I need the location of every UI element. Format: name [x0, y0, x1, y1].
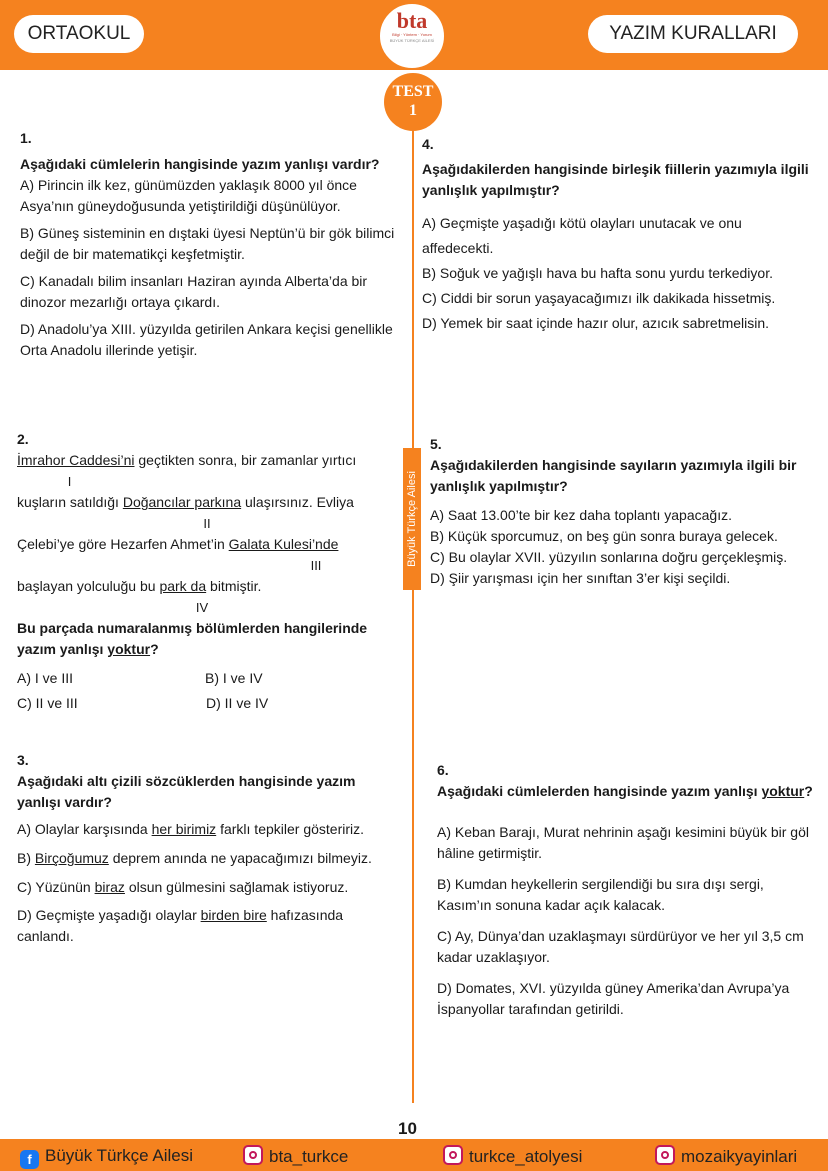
question-1 — [20, 128, 410, 361]
option-text: farklı tepkiler gösteririz. — [216, 821, 365, 837]
facebook-label: Büyük Türkçe Ailesi — [45, 1146, 194, 1165]
option-text: C) Yüzünün — [17, 879, 95, 895]
passage-line-4 — [17, 576, 392, 597]
passage-text: başlayan yolculuğu bu — [17, 578, 160, 594]
option-text: D) Geçmişte yaşadığı olaylar — [17, 907, 201, 923]
underlined-word: Birçoğumuz — [34, 850, 109, 866]
option-b: B) Güneş sisteminin en dıştaki üyesi Neptün’ü bir gök bilimci değil de bir matematikçi keşfetmiştir. — [20, 225, 395, 262]
option-d: D) Şiir yarışması için her sınıftan 3’er kişi seçildi. — [430, 570, 731, 586]
passage-text: bitmiştir. — [206, 578, 262, 594]
option-d: D) II ve IV — [206, 695, 269, 711]
stem-text: Bu parçada numaralanmış bölümlerden hangilerinde yazım yanlışı — [17, 620, 368, 657]
underlined-word: her birimiz — [151, 821, 217, 837]
passage-text: ulaşırsınız. Evliya — [241, 494, 354, 510]
passage-text: Çelebi’ye göre Hezarfen Ahmet’in — [17, 536, 229, 552]
option-a — [17, 819, 397, 840]
option-b: B) I ve IV — [205, 670, 263, 686]
question-number: 1. — [20, 130, 32, 146]
question-stem: Aşağıdaki altı çizili sözcüklerden hangisinde yazım yanlışı vardır? — [17, 773, 356, 810]
question-stem — [17, 618, 392, 660]
roman-numeral-4: IV — [195, 600, 209, 615]
instagram-link-1[interactable] — [243, 1145, 348, 1168]
question-stem — [437, 781, 817, 802]
passage-line-3 — [17, 534, 392, 555]
question-stem: Aşağıdakilerden hangisinde sayıların yazımıyla ilgili bir yanlışlık yapılmıştır? — [430, 457, 797, 494]
option-b: B) Küçük sporcumuz, on beş gün sonra buraya gelecek. — [430, 528, 778, 544]
test-label: TEST — [392, 83, 434, 100]
instagram-label-2: turkce_atolyesi — [469, 1147, 583, 1166]
underlined-word: birden bire — [200, 907, 267, 923]
option-c: C) Bu olaylar XVII. yüzyılın sonlarına doğru gerçekleşmiş. — [430, 549, 788, 565]
level-label: ORTAOKUL — [14, 15, 144, 53]
question-6 — [437, 760, 817, 1020]
question-3 — [17, 750, 397, 947]
instagram-icon — [655, 1145, 675, 1165]
question-stem: Aşağıdakilerden hangisinde birleşik fiillerin yazımıyla ilgili yanlışlık yapılmıştır? — [422, 161, 809, 198]
instagram-link-2[interactable] — [443, 1145, 582, 1168]
underlined-part-3: Galata Kulesi’nde — [228, 536, 339, 552]
test-number: 1 — [409, 102, 417, 119]
option-b: B) Kumdan heykellerin sergilendiği bu sıra dışı sergi, Kasım’ın sonuna kadar açık kalacak. — [437, 876, 764, 913]
instagram-icon — [443, 1145, 463, 1165]
option-a: A) I ve III — [17, 670, 74, 686]
page-number: 10 — [398, 1119, 417, 1138]
option-d: D) Anadolu’ya XIII. yüzyılda getirilen Ankara keçisi genellikle Orta Anadolu illerinde yetişir. — [20, 321, 393, 358]
option-a: A) Pirincin ilk kez, günümüzden yaklaşık 8000 yıl önce Asya’nın güneydoğusunda yetiştirildiği düşünülüyor. — [20, 177, 357, 214]
passage-text: kuşların satıldığı — [17, 494, 123, 510]
logo-sub: BÜYÜK TÜRKÇE AİLESİ — [389, 38, 435, 43]
question-number: 4. — [422, 136, 434, 152]
topic-label: YAZIM KURALLARI — [588, 15, 798, 53]
roman-numeral-1: I — [67, 474, 72, 489]
column-divider — [412, 128, 414, 1103]
option-c — [17, 877, 397, 898]
stem-underlined: yoktur — [107, 641, 151, 657]
option-d: D) Yemek bir saat içinde hazır olur, azıcık sabretmelisin. — [422, 315, 770, 331]
roman-numeral-2: II — [203, 516, 211, 531]
footer-bar — [0, 1139, 828, 1171]
header-bar — [0, 0, 828, 70]
option-text: olsun gülmesini sağlamak istiyoruz. — [124, 879, 349, 895]
option-text: A) Olaylar karşısında — [17, 821, 152, 837]
option-text: hafızasında canlandı. — [17, 907, 344, 944]
underlined-part-1: İmrahor Caddesi’ni — [17, 452, 135, 468]
option-text: B) — [17, 850, 35, 866]
question-number: 2. — [17, 431, 29, 447]
instagram-label-3: mozaikyayinlari — [681, 1147, 798, 1166]
option-b — [17, 848, 397, 869]
option-a: A) Geçmişte yaşadığı kötü olayları unutacak ve onu affedecekti. — [422, 215, 742, 256]
instagram-label-1: bta_turkce — [269, 1147, 349, 1166]
option-text: deprem anında ne yapacağımızı bilmeyiz. — [108, 850, 372, 866]
option-c: C) Ciddi bir sorun yaşayacağımızı ilk dakikada hissetmiş. — [422, 290, 776, 306]
question-number: 3. — [17, 752, 29, 768]
test-badge — [384, 73, 442, 131]
option-d — [17, 905, 397, 947]
underlined-part-2: Doğancılar parkına — [122, 494, 242, 510]
stem-text: ? — [804, 783, 813, 799]
option-c: C) Ay, Dünya’dan uzaklaşmayı sürdürüyor ve her yıl 3,5 cm kadar uzaklaşıyor. — [437, 928, 804, 965]
question-number: 5. — [430, 436, 442, 452]
logo-tagline: Bilgi · Yöntem · Yorum — [392, 32, 432, 37]
question-2 — [17, 429, 392, 718]
instagram-link-3[interactable] — [655, 1145, 797, 1168]
option-d: D) Domates, XVI. yüzyılda güney Amerika’dan Avrupa’ya İspanyollar tarafından getirildi. — [437, 980, 790, 1017]
bta-logo — [378, 2, 446, 70]
question-5 — [430, 434, 814, 589]
roman-numeral-3: III — [310, 558, 322, 573]
option-a: A) Saat 13.00’te bir kez daha toplantı yapacağız. — [430, 507, 732, 523]
underlined-part-4: park da — [159, 578, 207, 594]
option-a: A) Keban Barajı, Murat nehrinin aşağı kesimini büyük bir göl hâline getirmiştir. — [437, 824, 809, 861]
question-number: 6. — [437, 762, 449, 778]
facebook-icon: f — [20, 1150, 39, 1169]
question-stem: Aşağıdaki cümlelerin hangisinde yazım yanlışı vardır? — [20, 156, 380, 172]
facebook-link[interactable] — [20, 1145, 193, 1169]
passage-text: geçtikten sonra, bir zamanlar yırtıcı — [134, 452, 357, 468]
question-4 — [422, 134, 814, 336]
stem-text: Aşağıdaki cümlelerden hangisinde yazım yanlışı — [437, 783, 762, 799]
underlined-word: biraz — [94, 879, 125, 895]
passage-line-2 — [17, 492, 392, 513]
option-c: C) Kanadalı bilim insanları Haziran ayında Alberta’da bir dinozor mezarlığı ortaya çıkardı. — [20, 273, 368, 310]
option-b: B) Soğuk ve yağışlı hava bu hafta sonu yurdu terkediyor. — [422, 265, 773, 281]
side-label: Büyük Türkçe Ailesi — [406, 471, 418, 567]
passage-line-1 — [17, 450, 392, 471]
option-c: C) II ve III — [17, 695, 78, 711]
stem-text: ? — [150, 641, 159, 657]
options-grid — [17, 668, 392, 718]
logo-brand: bta — [396, 8, 428, 33]
stem-underlined: yoktur — [761, 783, 805, 799]
instagram-icon — [243, 1145, 263, 1165]
